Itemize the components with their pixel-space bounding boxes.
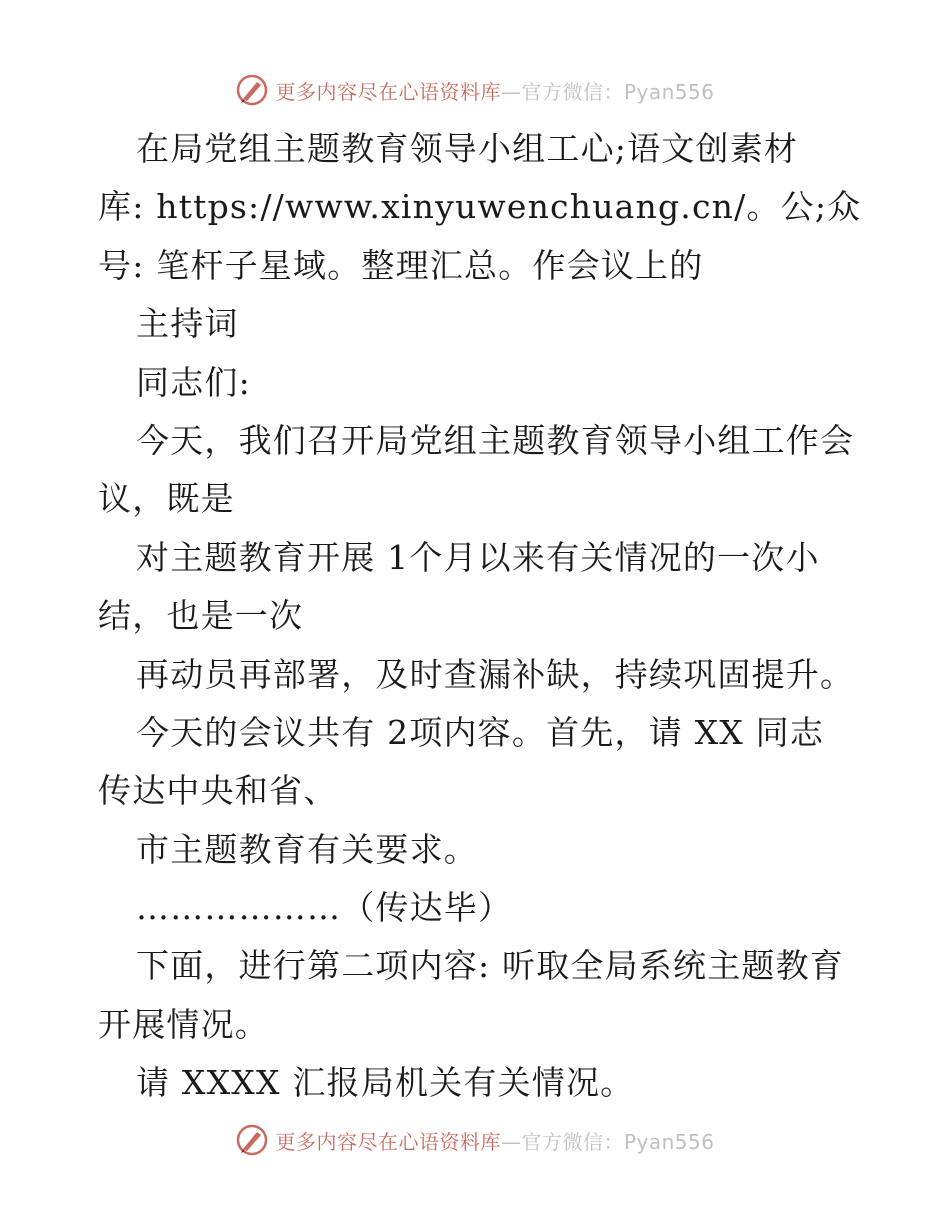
document-line: 结，也是一次 bbox=[98, 596, 304, 636]
document-line: 同志们: bbox=[136, 362, 251, 402]
banner-text bbox=[275, 1126, 714, 1155]
document-line: 再动员再部署，及时查漏补缺，持续巩固提升。 bbox=[136, 654, 855, 694]
document-body bbox=[98, 120, 862, 1113]
pen-circle-logo-icon bbox=[235, 1123, 269, 1157]
document-line: 传达中央和省、 bbox=[98, 771, 338, 811]
document-line: 对主题教育开展 1个月以来有关情况的一次小 bbox=[136, 537, 820, 577]
document-line: 议，既是 bbox=[98, 479, 235, 519]
banner-separator: — bbox=[500, 79, 522, 104]
banner-site-text: 更多内容尽在心语资料库 bbox=[275, 1129, 501, 1154]
document-line: 今天的会议共有 2项内容。首先，请 XX 同志 bbox=[136, 712, 825, 752]
document-line: 开展情况。 bbox=[98, 1004, 269, 1044]
document-line: ………………（传达毕） bbox=[136, 888, 513, 928]
document-line: 下面，进行第二项内容: 听取全局系统主题教育 bbox=[136, 946, 845, 986]
document-line: 今天，我们召开局党组主题教育领导小组工作会 bbox=[136, 420, 855, 460]
document-line: 在局党组主题教育领导小组工心;语文创素材 bbox=[136, 129, 799, 168]
pen-circle-logo-icon bbox=[235, 73, 269, 107]
banner-wechat-text: 官方微信：Pyan556 bbox=[521, 79, 715, 104]
banner-separator: — bbox=[500, 1129, 522, 1154]
banner-wechat-text: 官方微信：Pyan556 bbox=[521, 1129, 715, 1154]
document-line: 请 XXXX 汇报局机关有关情况。 bbox=[136, 1063, 635, 1103]
footer-banner bbox=[0, 1118, 950, 1162]
document-line: 主持词 bbox=[136, 304, 239, 344]
document-line: 库: https://www.xinyuwenchuang.cn/。公;众 bbox=[98, 187, 862, 227]
document-line: 市主题教育有关要求。 bbox=[136, 829, 478, 869]
banner-text bbox=[275, 76, 714, 105]
document-line: 号: 笔杆子星域。整理汇总。作会议上的 bbox=[98, 245, 704, 285]
banner-site-text: 更多内容尽在心语资料库 bbox=[275, 79, 501, 104]
header-banner bbox=[0, 68, 950, 112]
